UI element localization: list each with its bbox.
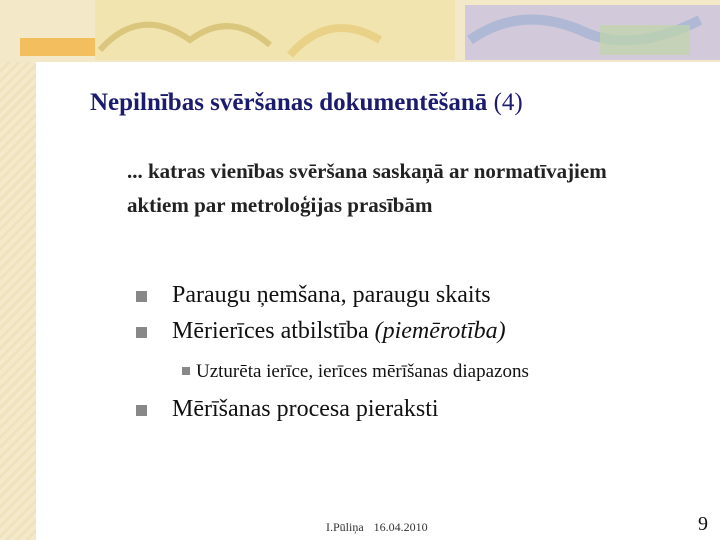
- slide-title-suffix: (4): [487, 89, 523, 116]
- slide-title-main: Nepilnības svēršanas dokumentēšanā: [90, 89, 488, 116]
- sub-bullet-text: Uzturēta ierīce, ierīces mērīšanas diapazons: [196, 361, 529, 382]
- sub-bullet-item: [182, 361, 529, 383]
- footer: [326, 520, 428, 535]
- bullet-text: Paraugu ņemšana, paraugu skaits: [172, 282, 491, 308]
- bullet-text: Mērīšanas procesa pieraksti: [172, 396, 439, 422]
- intro-text: ... katras vienības svēršana saskaņā ar normatīvajiem aktiem par metroloģijas prasībām: [127, 159, 607, 217]
- bullet-text: [172, 318, 506, 345]
- footer-author: I.Pūliņa: [326, 520, 364, 534]
- square-bullet-icon: [136, 327, 147, 338]
- slide-title: [90, 89, 523, 117]
- square-bullet-icon: [136, 291, 147, 302]
- page-number: 9: [698, 513, 708, 535]
- bullet-text-italic: (piemērotība): [374, 318, 506, 344]
- bullet-text-plain: Mērierīces atbilstība: [172, 318, 375, 344]
- square-bullet-icon: [182, 367, 190, 375]
- left-decorative-band: [0, 0, 36, 540]
- header-decorative-art: [0, 0, 720, 62]
- square-bullet-icon: [136, 405, 147, 416]
- footer-date: 16.04.2010: [373, 520, 428, 534]
